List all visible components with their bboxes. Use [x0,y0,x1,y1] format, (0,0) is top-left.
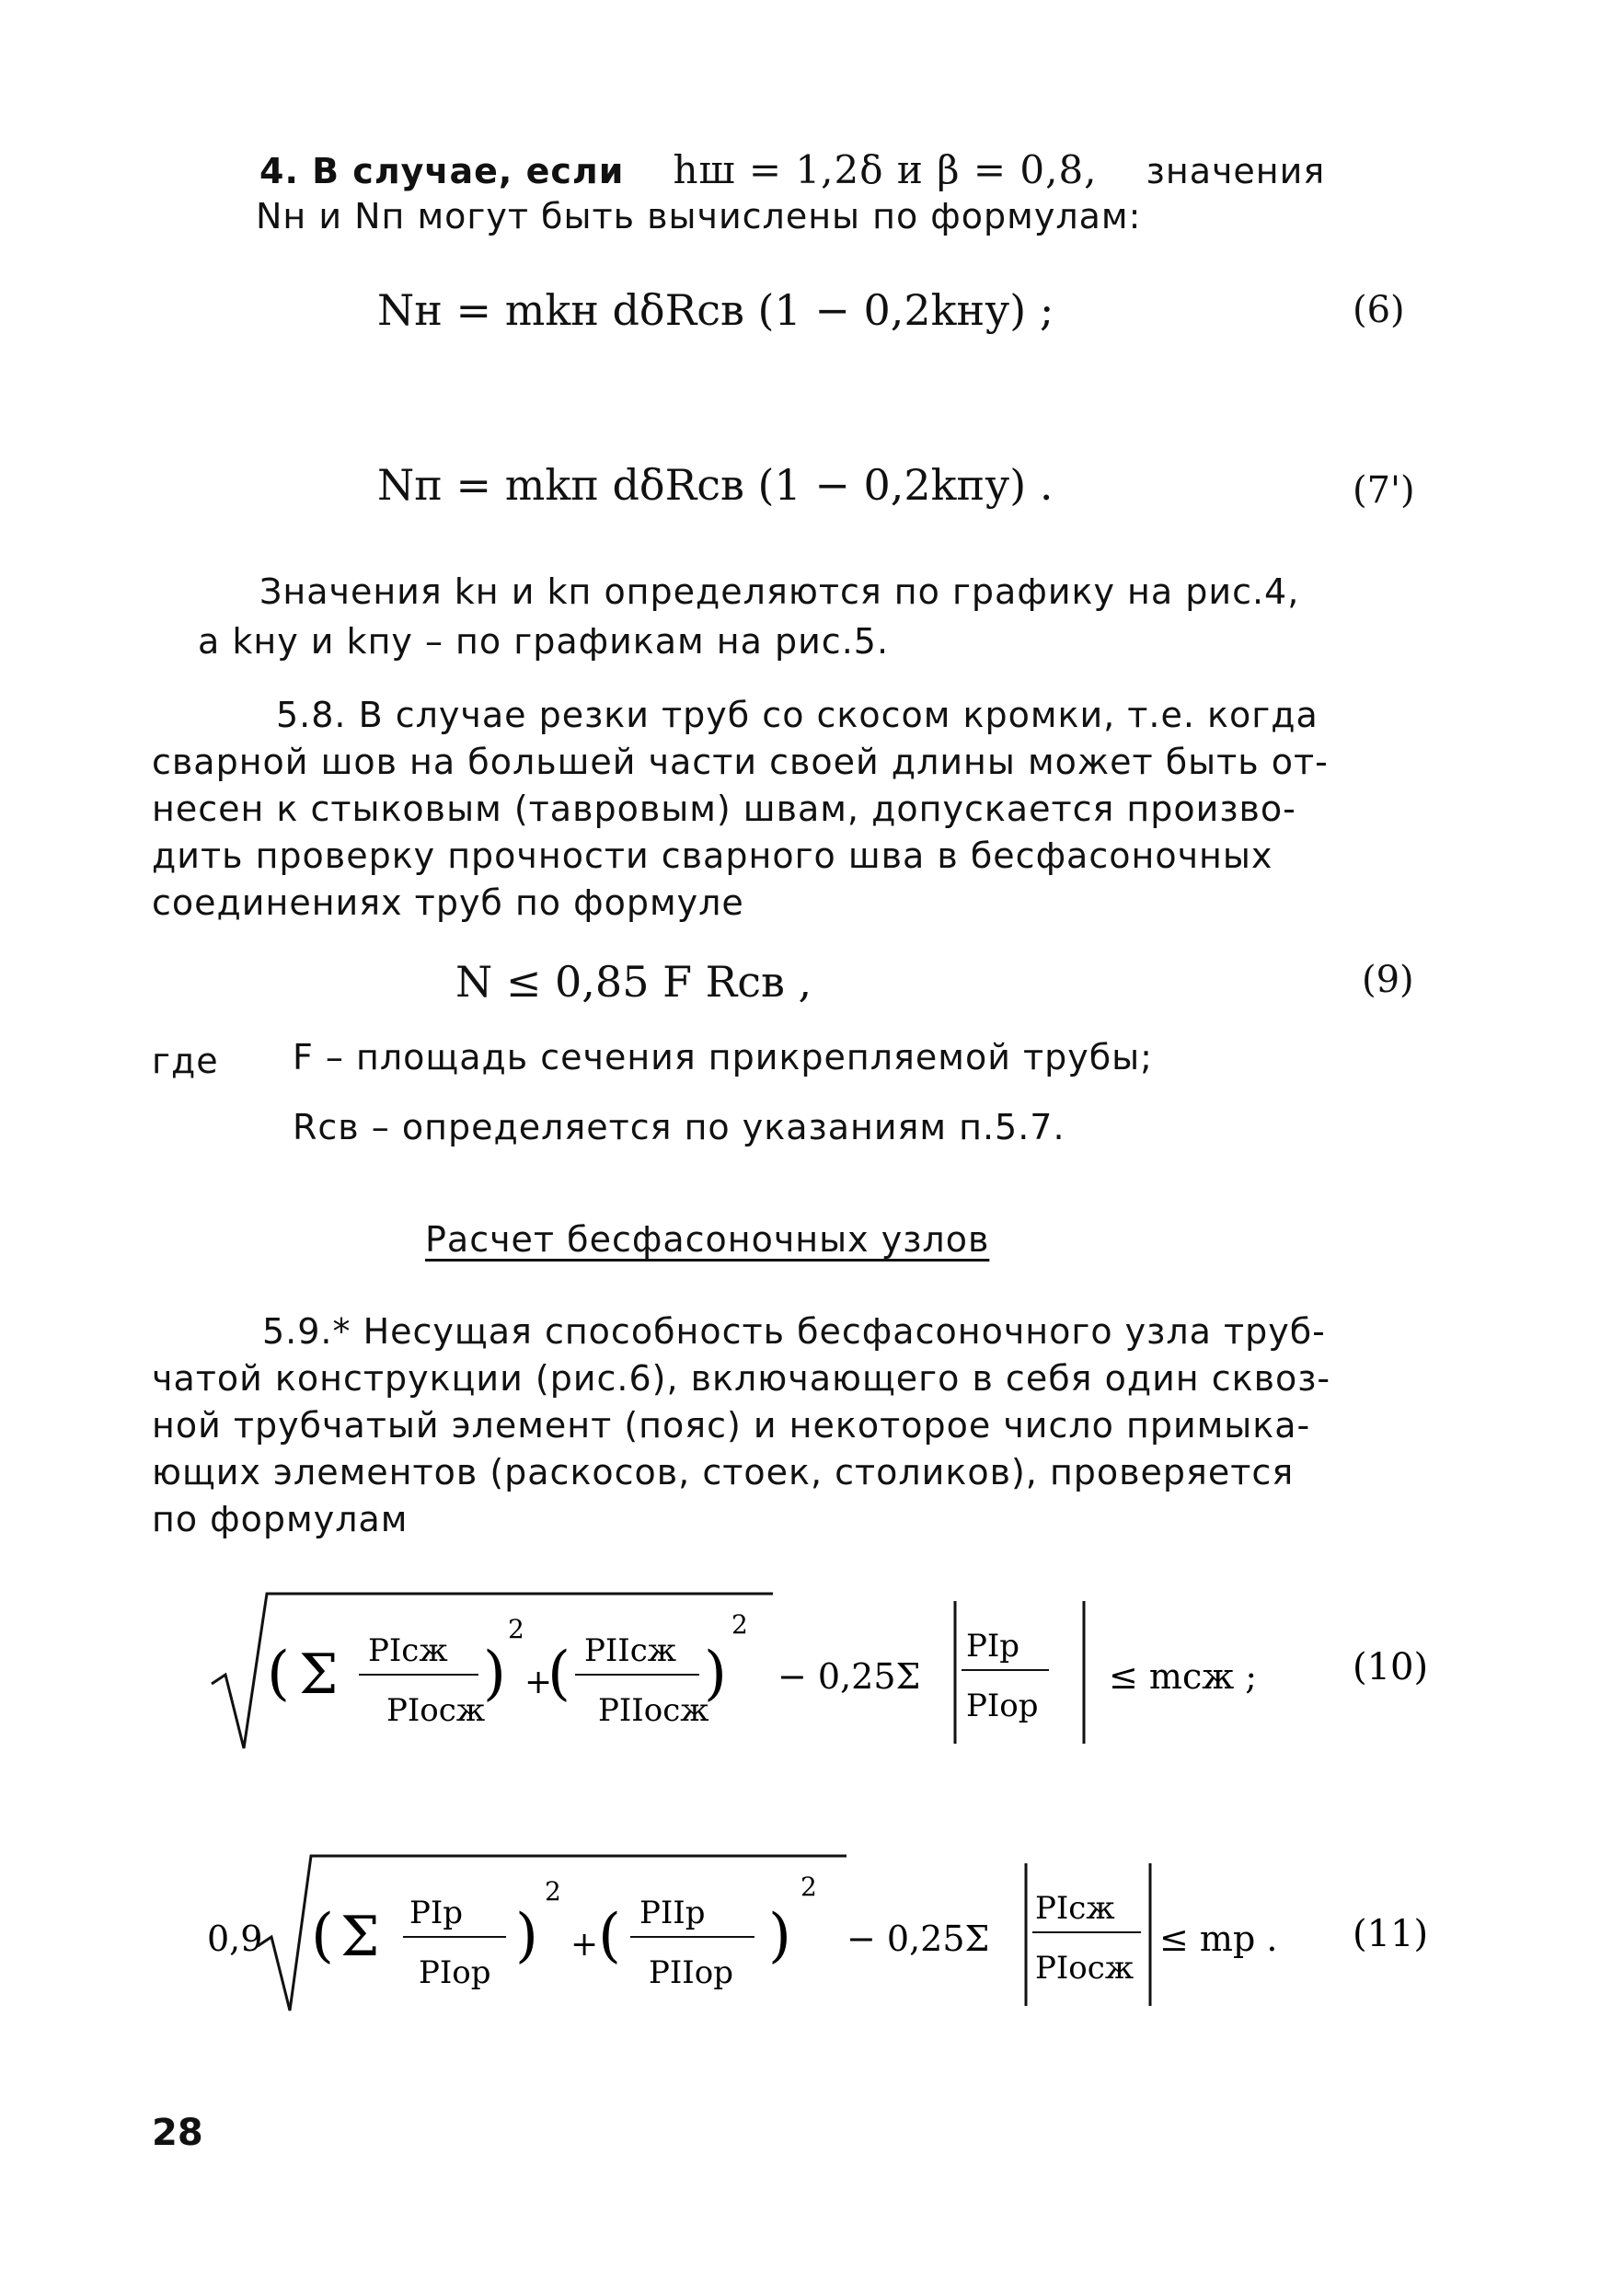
lead-coefficient: 0,9 [207,1919,263,1959]
sigma: Σ [299,1642,339,1707]
formula-10-number: (10) [1353,1646,1429,1688]
fraction-numerator: PIIр [639,1895,706,1931]
fraction-numerator: PIсж [368,1632,448,1669]
para-5-8-line: несен к стыковым (тавровым) швам, допускается произво- [152,789,1296,829]
fraction-denominator: PIосж [386,1692,486,1729]
rhs: ≤ mр . [1159,1919,1278,1959]
where-label: где [152,1041,219,1081]
formula-11 [202,1845,1454,2020]
formula-7-number: (7') [1353,469,1415,512]
coefficient: − 0,25Σ [847,1919,990,1959]
abs-numerator: PIсж [1035,1890,1115,1927]
para-5-9-line: ной трубчатый элемент (пояс) и некоторое число примыка- [152,1405,1311,1446]
para-5-8-line: сварной шов на большей части своей длины может быть от- [152,742,1329,782]
fraction-numerator: PIр [409,1895,464,1931]
para-5-9-line: чатой конструкции (рис.6), включающего в себя один сквоз- [152,1358,1331,1399]
paren: ) [483,1640,506,1708]
para-5-9-line: ющих элементов (раскосов, стоек, столиков), проверяется [152,1452,1295,1492]
rhs: ≤ mсж ; [1109,1656,1258,1697]
formula-9-number: (9) [1362,959,1414,1001]
paren: ) [704,1640,727,1708]
where-line-1: F – площадь сечения прикрепляемой трубы; [293,1037,1153,1077]
formula-6-number: (6) [1353,289,1405,331]
formula-7: Nп = mkп dδRсв (1 − 0,2kпу) . [377,460,1054,510]
paren: ) [768,1902,791,1970]
para-5-8-line: 5.8. В случае резки труб со скосом кромки, т.е. когда [276,695,1319,735]
section-heading: Расчет бесфасоночных узлов [425,1219,990,1260]
formula-9: N ≤ 0,85 F Rсв , [455,957,812,1007]
fraction-denominator: PIор [419,1954,491,1991]
page-number: 28 [152,2112,203,2154]
abs-denominator: PIосж [1035,1950,1134,1987]
abs-denominator: PIор [966,1688,1039,1724]
values-note-line-2: а kну и kпу – по графикам на рис.5. [198,621,890,662]
values-note-line-1: Значения kн и kп определяются по графику на рис.4, [259,571,1300,612]
formula-10 [202,1583,1454,1757]
coefficient: − 0,25Σ [777,1656,921,1697]
para-5-8-line: соединениях труб по формуле [152,882,744,923]
para-5-9-line: по формулам [152,1499,409,1539]
abs-numerator: PIр [966,1628,1020,1665]
plus: + [570,1926,599,1964]
where-line-2: Rсв – определяется по указаниям п.5.7. [293,1107,1065,1147]
paren: ( [267,1640,290,1708]
para-5-9-line: 5.9.* Несущая способность бесфасоночного узла труб- [262,1311,1326,1352]
intro-suffix: значения [1146,151,1326,191]
exponent: 2 [545,1876,561,1907]
plus: + [524,1664,553,1701]
para-5-8-line: дить проверку прочности сварного шва в бесфасоночных [152,835,1273,876]
paren: ) [515,1902,538,1970]
intro-line-1 [259,147,1325,194]
fraction-denominator: PIIор [649,1954,733,1991]
exponent: 2 [508,1614,524,1644]
formula-6: Nн = mkн dδRсв (1 − 0,2kну) ; [377,285,1054,335]
sigma: Σ [340,1905,380,1969]
paren: ( [311,1902,334,1970]
paren: ( [547,1640,570,1708]
intro-line-2: Nн и Nп могут быть вычислены по формулам: [256,196,1142,236]
exponent: 2 [731,1609,748,1640]
formula-11-number: (11) [1353,1913,1429,1955]
fraction-numerator: PIIсж [584,1632,677,1669]
fraction-denominator: PIIосж [598,1692,709,1729]
intro-prefix: 4. В случае, если [259,151,625,191]
intro-condition: hш = 1,2δ и β = 0,8, [673,147,1098,192]
exponent: 2 [800,1872,817,1902]
paren: ( [598,1902,621,1970]
